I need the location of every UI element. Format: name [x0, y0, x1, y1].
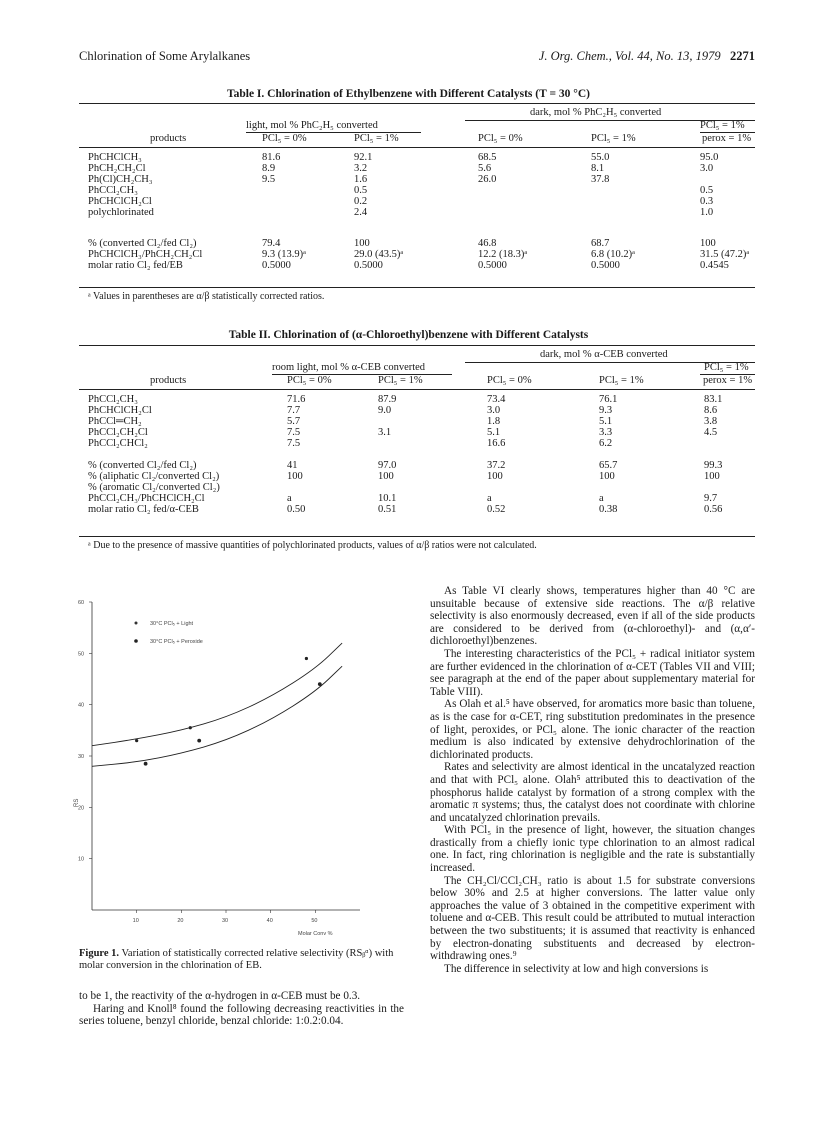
table-cell: 3.8 — [704, 416, 718, 427]
chart-legend — [134, 621, 203, 645]
table-cell: a — [599, 493, 604, 504]
row-label: PhCCl═CH₂ — [88, 416, 142, 427]
table-cell: 3.2 — [354, 163, 368, 174]
paragraph: With PCl₅ in the presence of light, however, the situation changes drastically from a chiefly ionic type chlorination to an almost radical one. In fact, ring chlorination is negligible and the rate is substantially increased. — [430, 824, 755, 875]
table2-col-1: PCl₅ = 0% — [287, 375, 332, 386]
paragraph: Haring and Knoll⁸ found the following decreasing reactivities in the series toluene, benzyl chloride, benzal chloride: 1:0.2:0.04. — [79, 1002, 404, 1028]
table-cell: 5.1 — [599, 416, 613, 427]
table-cell: 7.7 — [287, 405, 301, 416]
row-label: PhCCl₂CHCl₂ — [88, 438, 148, 449]
paragraph: The difference in selectivity at low and high conversions is — [444, 962, 709, 975]
table-cell: 100 — [704, 471, 720, 482]
table-cell: 0.5000 — [478, 260, 507, 271]
journal-citation: J. Org. Chem., Vol. 44, No. 13, 1979 — [538, 49, 721, 63]
table2-group-light: room light, mol % α-CEB converted — [272, 362, 426, 373]
table1-bottom-rule — [79, 287, 755, 288]
x-tick-label: 50 — [311, 918, 318, 924]
table-cell: 9.0 — [378, 405, 392, 416]
table1-col-4: PCl₅ = 1% — [591, 133, 636, 144]
table2-col-4: PCl₅ = 1% — [599, 375, 644, 386]
table-cell: 37.8 — [591, 174, 610, 185]
table-cell: 1.6 — [354, 174, 368, 185]
table-cell: 6.2 — [599, 438, 613, 449]
table-cell: 29.0 (43.5)ᵃ — [354, 249, 404, 260]
table1-col-3: PCl₅ = 0% — [478, 133, 523, 144]
table-cell: 0.5 — [700, 185, 714, 196]
table-cell: 0.5000 — [591, 260, 620, 271]
table-cell: 1.0 — [700, 207, 714, 218]
series-curve-2 — [92, 666, 342, 766]
table1-col-1: PCl₅ = 0% — [262, 133, 307, 144]
row-label: polychlorinated — [88, 207, 154, 218]
chart-points — [135, 657, 322, 766]
chart-xlabel: Molar Conv % — [298, 931, 333, 937]
paragraph: Rates and selectivity are almost identical in the uncatalyzed reaction and that with PCl₅ alone. Olah⁵ attributed this to deactivation of the phosphorus halide catalyst by formation of a strong complex with the aromatic π systems; thus, the catalyst does not coordinate with chlorine and uncatalyzed chlorination prevails. — [430, 761, 755, 824]
table-cell: 79.4 — [262, 238, 281, 249]
legend-marker-light — [135, 622, 138, 625]
x-tick-label: 20 — [177, 918, 184, 924]
table-cell: 0.5000 — [354, 260, 383, 271]
figure-1-caption — [79, 948, 404, 972]
row-label: % (converted Cl₂/fed Cl₂) — [88, 238, 197, 249]
table1-col-5b: perox = 1% — [702, 133, 752, 144]
figure-caption-label: Figure 1. — [79, 948, 120, 959]
table-cell: 5.7 — [287, 416, 301, 427]
table-cell: 83.1 — [704, 394, 723, 405]
table-cell: 7.5 — [287, 438, 301, 449]
table-cell: 97.0 — [378, 460, 397, 471]
table-cell: 7.5 — [287, 427, 301, 438]
table-cell: 0.56 — [704, 504, 723, 515]
table-cell: 3.0 — [700, 163, 714, 174]
table-cell: 10.1 — [378, 493, 397, 504]
y-tick-label: 30 — [78, 754, 85, 760]
legend-label-light: 30°C PCl₅ + Light — [150, 621, 194, 627]
table-cell: 0.51 — [378, 504, 397, 515]
table-cell: 8.6 — [704, 405, 718, 416]
row-label: PhCCl₂CH₃ — [88, 185, 138, 196]
table2-col-products: products — [150, 375, 187, 386]
table-cell: 8.1 — [591, 163, 605, 174]
table-cell: 1.8 — [487, 416, 501, 427]
table-cell: a — [487, 493, 492, 504]
table-cell: 0.5000 — [262, 260, 291, 271]
legend-marker-peroxide — [134, 639, 138, 643]
data-point-series-2 — [318, 682, 322, 686]
table-cell: 8.9 — [262, 163, 276, 174]
table2-col-3: PCl₅ = 0% — [487, 375, 532, 386]
table2-col-5b: perox = 1% — [703, 375, 753, 386]
row-label: PhCCl₂CH₃ — [88, 394, 138, 405]
table-cell: 100 — [487, 471, 503, 482]
data-point-series-1 — [305, 657, 308, 660]
table1-title: Table I. Chlorination of Ethylbenzene with Different Catalysts (T = 30 °C) — [227, 88, 590, 100]
table2-bottom-rule — [79, 536, 755, 537]
table-cell: 92.1 — [354, 152, 373, 163]
row-label: molar ratio Cl₂ fed/α-CEB — [88, 504, 199, 515]
row-label: PhCHClCH₂Cl — [88, 405, 152, 416]
table-cell: 0.50 — [287, 504, 306, 515]
table-cell: 6.8 (10.2)ᵃ — [591, 249, 635, 260]
figure-caption-text: Variation of statistically corrected relative selectivity (RSᵦᵅ) with molar conversion in the chlorination of EB. — [79, 948, 394, 971]
table-cell: 100 — [599, 471, 615, 482]
table-cell: 9.7 — [704, 493, 718, 504]
table-cell: 9.3 (13.9)ᵃ — [262, 249, 306, 260]
table-cell: 0.38 — [599, 504, 618, 515]
table-cell: 12.2 (18.3)ᵃ — [478, 249, 528, 260]
row-label: Ph(Cl)CH₂CH₃ — [88, 174, 153, 185]
table-cell: 55.0 — [591, 152, 610, 163]
data-point-series-2 — [197, 739, 201, 743]
table-cell: 0.2 — [354, 196, 368, 207]
table-cell: 73.4 — [487, 394, 506, 405]
y-tick-label: 20 — [78, 805, 85, 812]
table1-col-5a: PCl₅ = 1% — [700, 120, 745, 131]
paragraph: The interesting characteristics of the PCl₅ + radical initiator system are further evidenced in the chlorination of α-CET (Tables VII and VIII; see paragraph at the end of the paper about supplementary material for Table VIII). — [430, 647, 755, 698]
chart-curves — [92, 643, 342, 766]
y-tick-label: 10 — [78, 856, 85, 863]
row-label: % (aromatic Cl₂/converted Cl₂) — [88, 482, 220, 493]
table2-header-rule — [79, 389, 755, 390]
row-label: PhCCl₂CH₂Cl — [88, 427, 148, 438]
data-point-series-1 — [189, 726, 192, 729]
table2-group-dark: dark, mol % α-CEB converted — [540, 349, 668, 360]
table2-col-2: PCl₅ = 1% — [378, 375, 423, 386]
table1-footnote: ᵃ Values in parentheses are α/β statistically corrected ratios. — [88, 291, 325, 302]
table-cell: 100 — [700, 238, 716, 249]
page-number: 2271 — [730, 49, 755, 63]
table-cell: 26.0 — [478, 174, 497, 185]
y-tick-label: 60 — [78, 600, 85, 606]
table1-col-products: products — [150, 133, 187, 144]
table-cell: 3.3 — [599, 427, 613, 438]
table-cell: 4.5 — [704, 427, 718, 438]
y-tick-label: 40 — [78, 702, 85, 709]
row-label: PhCHClCH₃/PhCH₂CH₂Cl — [88, 249, 203, 260]
table-cell: 71.6 — [287, 394, 306, 405]
table-cell: 5.1 — [487, 427, 501, 438]
table-cell: 95.0 — [700, 152, 719, 163]
table-cell: 5.6 — [478, 163, 492, 174]
table-cell: 68.7 — [591, 238, 610, 249]
table-cell: 65.7 — [599, 460, 618, 471]
table1-col-2: PCl₅ = 1% — [354, 133, 399, 144]
table-cell: 0.4545 — [700, 260, 729, 271]
table-cell: 0.5 — [354, 185, 368, 196]
table-cell: a — [287, 493, 292, 504]
table2-footnote: ᵃ Due to the presence of massive quantities of polychlorinated products, values of α/β ratios were not calculated. — [88, 540, 537, 551]
left-column-text — [79, 990, 404, 1028]
table1-group-dark: dark, mol % PhC₂H₅ converted — [530, 107, 662, 118]
series-curve-1 — [92, 643, 342, 746]
x-tick-label: 40 — [266, 918, 273, 924]
data-point-series-2 — [144, 762, 148, 766]
table-cell: 100 — [378, 471, 394, 482]
x-tick-label: 10 — [132, 918, 139, 924]
running-header-title: Chlorination of Some Arylalkanes — [79, 49, 251, 63]
right-column-text — [430, 585, 755, 975]
table-cell: 0.52 — [487, 504, 506, 515]
paragraph: As Table VI clearly shows, temperatures higher than 40 °C are unsuitable because of extensive side reactions. The α/β relative selectivity is also enormously decreased, even if all of the side products are considered to be derived from (α-chloroethyl)- and (α,α′-dichloroethyl)benzenes. — [430, 585, 755, 648]
figure-1-chart — [60, 585, 400, 940]
row-label: molar ratio Cl₂ fed/EB — [88, 260, 183, 271]
table-cell: 9.5 — [262, 174, 276, 185]
paragraph: to be 1, the reactivity of the α-hydrogen in α-CEB must be 0.3. — [79, 990, 361, 1002]
row-label: % (converted Cl₂/fed Cl₂) — [88, 460, 197, 471]
paragraph: As Olah et al.⁵ have observed, for aromatics more basic than toluene, as is the case for α-CET, ring substitution predominates in the presence of light, peroxides, or PCl₅ alone. The ionic character of the reaction medium is also indicated by extensive dehydrochlorination of the dichlorinated products. — [430, 698, 755, 761]
table1-group-light: light, mol % PhC₂H₅ converted — [246, 120, 378, 131]
table1-header-rule — [79, 147, 755, 148]
running-header-journal — [539, 49, 755, 64]
table-cell: 2.4 — [354, 207, 368, 218]
y-tick-label: 50 — [78, 651, 85, 658]
table-cell: 76.1 — [599, 394, 618, 405]
row-label: PhCHClCH₃ — [88, 152, 142, 163]
table-cell: 100 — [354, 238, 370, 249]
table-cell: 16.6 — [487, 438, 506, 449]
paragraph: The CH₂Cl/CCl₂CH₃ ratio is about 1.5 for substrate conversions below 30% and 2.5 at higher conversions. The latter value only approaches the value of 3 obtained in the competitive experiment with toluene and α-CEB. This result could be attributed to mutual interaction between the two substituents; it is assumed that reactivity is enhanced by electron-donating substituents and decreased by electron-withdrawing ones.⁹ — [430, 874, 755, 963]
table-cell: 9.3 — [599, 405, 613, 416]
table1-top-rule — [79, 103, 755, 104]
table-cell: 41 — [287, 460, 298, 471]
x-tick-label: 30 — [222, 918, 229, 924]
table-cell: 68.5 — [478, 152, 497, 163]
table-cell: 3.0 — [487, 405, 501, 416]
table2-top-rule — [79, 345, 755, 346]
row-label: PhCCl₂CH₃/PhCHClCH₂Cl — [88, 493, 205, 504]
table-cell: 99.3 — [704, 460, 723, 471]
data-point-series-1 — [135, 739, 138, 742]
chart-axes — [78, 600, 360, 924]
table2-col-5a: PCl₅ = 1% — [704, 362, 749, 373]
table-cell: 37.2 — [487, 460, 506, 471]
table-cell: 31.5 (47.2)ᵃ — [700, 249, 750, 260]
table-cell: 100 — [287, 471, 303, 482]
row-label: % (aliphatic Cl₂/converted Cl₂) — [88, 471, 220, 482]
table-cell: 0.3 — [700, 196, 714, 207]
chart-ylabel: RS — [74, 798, 80, 807]
table-cell: 87.9 — [378, 394, 397, 405]
table2-title: Table II. Chlorination of (α-Chloroethyl)benzene with Different Catalysts — [228, 329, 589, 341]
table-cell: 3.1 — [378, 427, 392, 438]
table-cell: 46.8 — [478, 238, 497, 249]
row-label: PhCH₂CH₂Cl — [88, 163, 146, 174]
table-cell: 81.6 — [262, 152, 281, 163]
legend-label-peroxide: 30°C PCl₅ + Peroxide — [150, 639, 203, 645]
row-label: PhCHClCH₂Cl — [88, 196, 152, 207]
